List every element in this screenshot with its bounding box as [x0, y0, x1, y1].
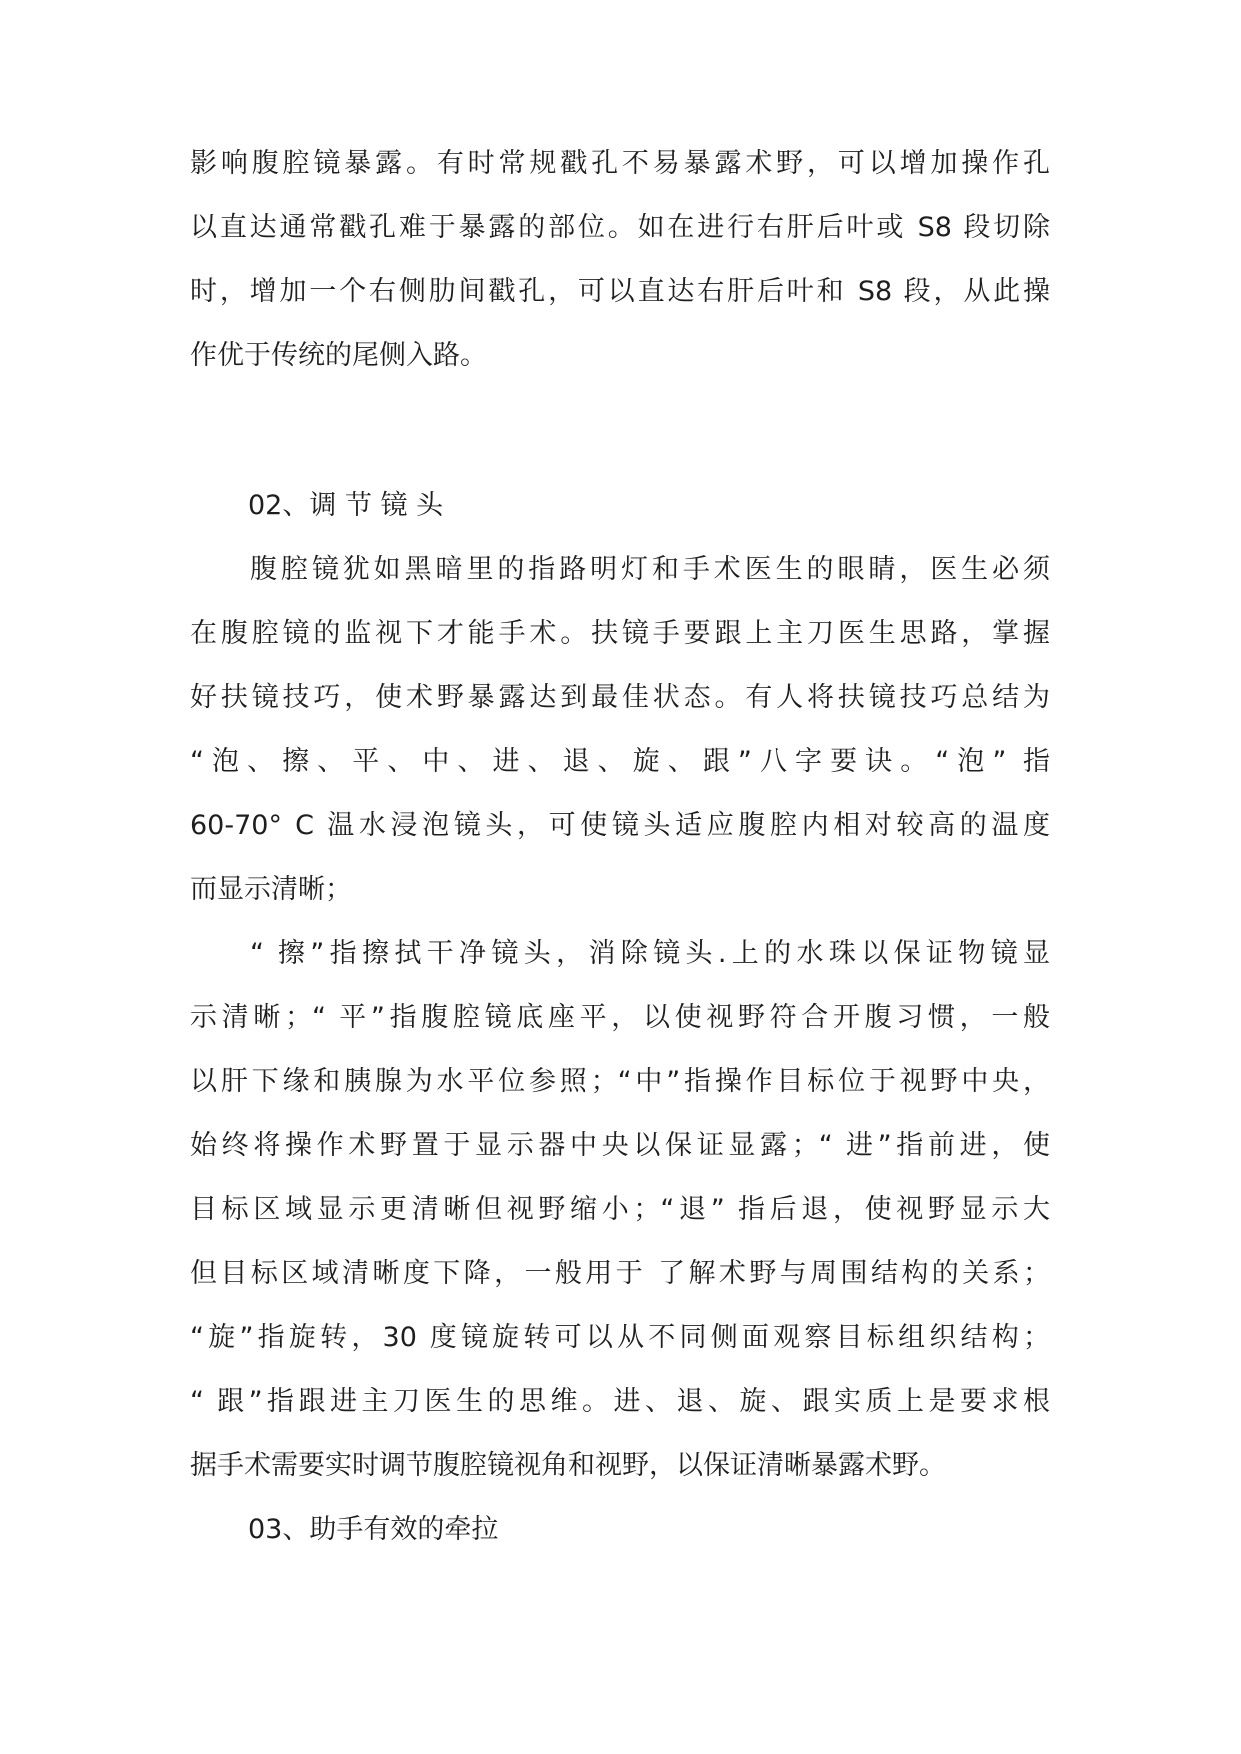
- paragraph-line: 而显示清晰；: [190, 874, 352, 905]
- section-heading-03: 03、助手有效的牵拉: [248, 1514, 499, 1545]
- paragraph-line: “ 跟”指跟进主刀医生的思维。进、退、旋、跟实质上是要求根: [190, 1386, 1050, 1417]
- paragraph-line: 在腹腔镜的监视下才能手术。扶镜手要跟上主刀医生思路，掌握: [190, 618, 1050, 649]
- paragraph-line: 据手术需要实时调节腹腔镜视角和视野，以保证清晰暴露术野。: [190, 1450, 946, 1481]
- paragraph-line: 作优于传统的尾侧入路。: [190, 340, 487, 371]
- paragraph-line: 目标区域显示更清晰但视野缩小；“退” 指后退，使视野显示大: [190, 1194, 1050, 1225]
- paragraph-line: 60-70° C 温水浸泡镜头，可使镜头适应腹腔内相对较高的温度: [190, 810, 1050, 841]
- paragraph-line: 示清晰；“ 平”指腹腔镜底座平，以使视野符合开腹习惯，一般: [190, 1002, 1050, 1033]
- paragraph-line: 影响腹腔镜暴露。有时常规戳孔不易暴露术野，可以增加操作孔: [190, 148, 1050, 179]
- paragraph-line: 时，增加一个右侧肋间戳孔，可以直达右肝后叶和 S8 段，从此操: [190, 276, 1050, 307]
- paragraph-line: 以直达通常戳孔难于暴露的部位。如在进行右肝后叶或 S8 段切除: [190, 212, 1050, 243]
- paragraph-line: “ 擦”指擦拭干净镜头，消除镜头.上的水珠以保证物镜显: [250, 938, 1050, 969]
- paragraph-line: 好扶镜技巧，使术野暴露达到最佳状态。有人将扶镜技巧总结为: [190, 682, 1050, 713]
- paragraph-line: 以肝下缘和胰腺为水平位参照；“中”指操作目标位于视野中央，: [190, 1066, 1050, 1097]
- paragraph-line: 腹腔镜犹如黑暗里的指路明灯和手术医生的眼睛，医生必须: [250, 554, 1050, 585]
- paragraph-line: “泡、擦、平、中、进、退、旋、跟”八字要诀。“泡” 指: [190, 746, 1050, 777]
- paragraph-line: 但目标区域清晰度下降，一般用于 了解术野与周围结构的关系；: [190, 1258, 1050, 1289]
- paragraph-line: “旋”指旋转，30 度镜旋转可以从不同侧面观察目标组织结构；: [190, 1322, 1050, 1353]
- paragraph-line: 始终将操作术野置于显示器中央以保证显露；“ 进”指前进，使: [190, 1130, 1050, 1161]
- section-heading-02: 02、调 节 镜 头: [248, 490, 444, 521]
